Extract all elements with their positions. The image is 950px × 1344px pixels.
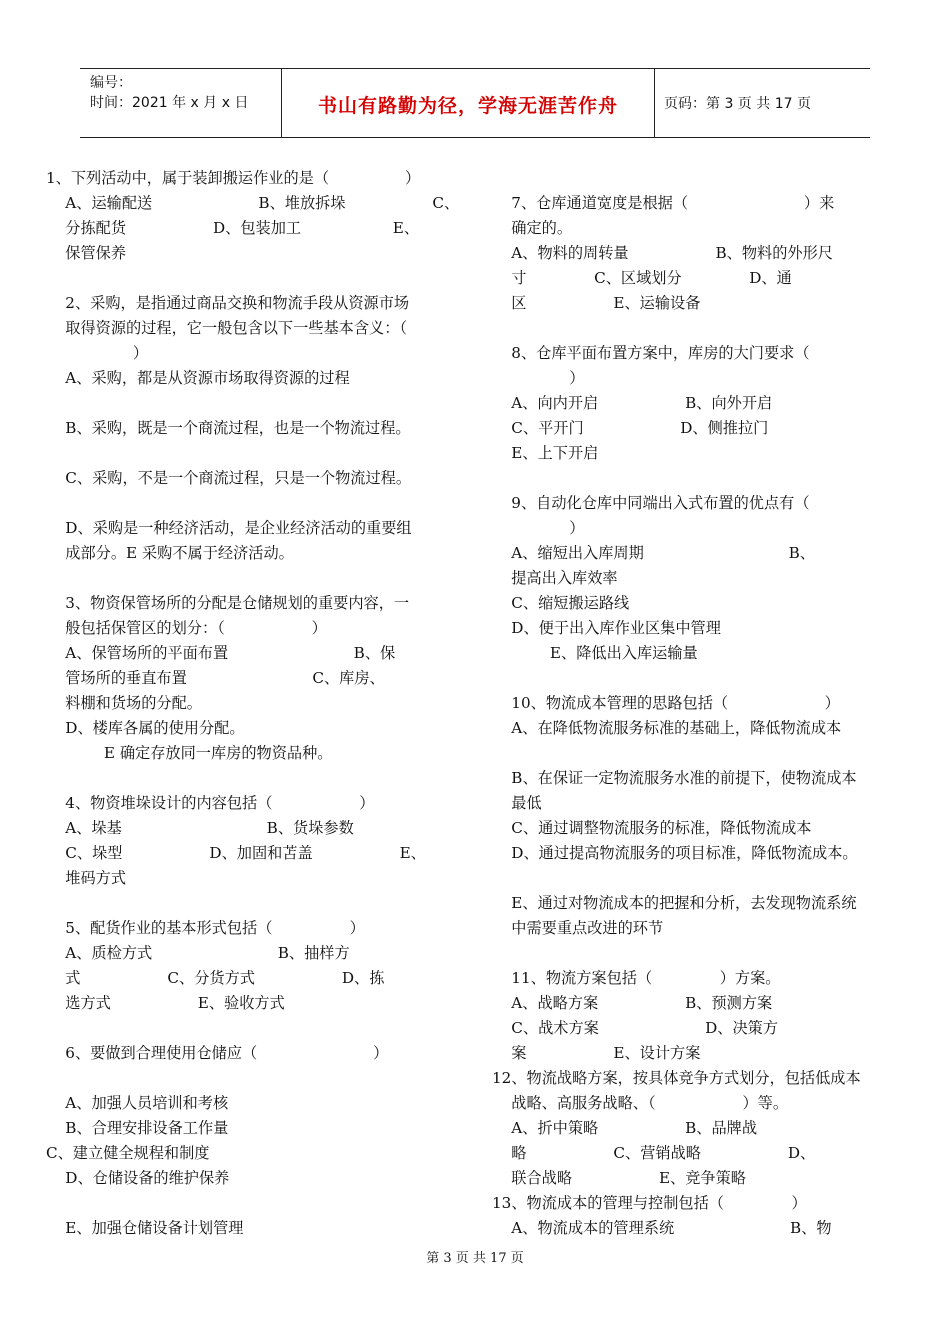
text-line: 取得资源的过程，它一般包含以下一些基本含义：（ bbox=[46, 319, 408, 337]
text-line: B、采购，既是一个商流过程，也是一个物流过程。 bbox=[46, 419, 411, 437]
text-line: 料棚和货场的分配。 bbox=[46, 694, 202, 712]
text-line: 12、物流战略方案，按具体竞争方式划分，包括低成本 bbox=[492, 1069, 861, 1087]
text-line: A、折中策略 B、品牌战 bbox=[492, 1119, 758, 1137]
text-line: A、物料的周转量 B、物料的外形尺 bbox=[492, 244, 833, 262]
text-line: 9、自动化仓库中同端出入式布置的优点有（ bbox=[492, 494, 810, 512]
text-line: 6、要做到合理使用仓储应（ ） bbox=[46, 1044, 389, 1062]
blank-line bbox=[46, 441, 458, 466]
text-line: 战略、高服务战略、（ ）等。 bbox=[492, 1094, 789, 1112]
motto: 书山有路勤为径，学海无涯苦作舟 bbox=[317, 95, 618, 117]
text-line: E、上下开启 bbox=[492, 444, 599, 462]
blank-line bbox=[492, 941, 906, 966]
text-line: A、缩短出入库周期 B、 bbox=[492, 544, 815, 562]
page-header bbox=[80, 68, 870, 138]
text-line: C、通过调整物流服务的标准，降低物流成本 bbox=[492, 819, 812, 837]
text-line: 保管保养 bbox=[46, 244, 127, 262]
blank-line bbox=[46, 391, 458, 416]
blank-line bbox=[46, 891, 458, 916]
text-line: C、垛型 D、加固和苫盖 E、 bbox=[46, 844, 426, 862]
text-line: E、通过对物流成本的把握和分析，去发现物流系统 bbox=[492, 894, 857, 912]
text-line: 中需要重点改进的环节 bbox=[492, 919, 664, 937]
blank-line bbox=[492, 741, 906, 766]
blank-line bbox=[492, 466, 906, 491]
text-line: E、加强仓储设备计划管理 bbox=[46, 1219, 244, 1237]
text-line: 堆码方式 bbox=[46, 869, 127, 887]
blank-line bbox=[46, 1016, 458, 1041]
text-line: ） bbox=[492, 519, 585, 537]
header-meta bbox=[90, 73, 248, 113]
text-line: A、加强人员培训和考核 bbox=[46, 1094, 229, 1112]
text-line: A、质检方式 B、抽样方 bbox=[46, 944, 350, 962]
blank-line bbox=[492, 866, 906, 891]
time-label: 时间：2021 年 x 月 x 日 bbox=[90, 95, 249, 111]
text-line: E 确定存放同一库房的物资品种。 bbox=[46, 744, 333, 762]
page-footer: 第 3 页 共 17 页 bbox=[426, 1251, 524, 1266]
blank-line bbox=[46, 266, 458, 291]
text-line: 式 C、分货方式 D、拣 bbox=[46, 969, 385, 987]
text-line: B、在保证一定物流服务水准的前提下，使物流成本 bbox=[492, 769, 857, 787]
left-column bbox=[46, 166, 458, 1241]
text-line: 5、配货作业的基本形式包括（ ） bbox=[46, 919, 365, 937]
text-line: D、仓储设备的维护保养 bbox=[46, 1169, 230, 1187]
text-line: 3、物资保管场所的分配是仓储规划的重要内容，一 bbox=[46, 594, 410, 612]
text-line: 13、物流成本的管理与控制包括（ ） bbox=[492, 1194, 807, 1212]
blank-line bbox=[46, 1066, 458, 1091]
text-line: D、便于出入库作业区集中管理 bbox=[492, 619, 721, 637]
text-line: 分拣配货 D、包装加工 E、 bbox=[46, 219, 420, 237]
text-line: D、采购是一种经济活动，是企业经济活动的重要组 bbox=[46, 519, 412, 537]
text-line: C、平开门 D、侧推拉门 bbox=[492, 419, 769, 437]
text-line: B、合理安排设备工作量 bbox=[46, 1119, 229, 1137]
text-line: 管场所的垂直布置 C、库房、 bbox=[46, 669, 385, 687]
text-line: 10、物流成本管理的思路包括（ ） bbox=[492, 694, 840, 712]
text-line: 2、采购，是指通过商品交换和物流手段从资源市场 bbox=[46, 294, 410, 312]
text-line: 提高出入库效率 bbox=[492, 569, 618, 587]
text-line: 成部分。E 采购不属于经济活动。 bbox=[46, 544, 294, 562]
text-line: C、战术方案 D、决策方 bbox=[492, 1019, 779, 1037]
blank-line bbox=[46, 491, 458, 516]
text-line: 略 C、营销战略 D、 bbox=[492, 1144, 816, 1162]
text-line: C、缩短搬运路线 bbox=[492, 594, 630, 612]
text-line: A、物流成本的管理系统 B、物 bbox=[492, 1219, 832, 1237]
text-line: 4、物资堆垛设计的内容包括（ ） bbox=[46, 794, 375, 812]
text-line: 1、下列活动中，属于装卸搬运作业的是（ ） bbox=[46, 169, 421, 187]
text-line: 寸 C、区域划分 D、通 bbox=[492, 269, 792, 287]
text-line: A、战略方案 B、预测方案 bbox=[492, 994, 773, 1012]
text-line: C、建立健全规程和制度 bbox=[46, 1144, 210, 1162]
right-column bbox=[492, 191, 906, 1241]
text-line: E、降低出入库运输量 bbox=[492, 644, 698, 662]
text-line: 联合战略 E、竞争策略 bbox=[492, 1169, 746, 1187]
text-line: 7、仓库通道宽度是根据（ ）来 bbox=[492, 194, 835, 212]
blank-line bbox=[46, 1191, 458, 1216]
text-line: D、通过提高物流服务的项目标准，降低物流成本。 bbox=[492, 844, 858, 862]
text-line: ） bbox=[46, 344, 149, 362]
text-line: A、采购，都是从资源市场取得资源的过程 bbox=[46, 369, 350, 387]
text-line: ） bbox=[492, 369, 585, 387]
text-line: C、采购，不是一个商流过程，只是一个物流过程。 bbox=[46, 469, 412, 487]
text-line: A、运输配送 B、堆放拆垛 C、 bbox=[46, 194, 460, 212]
header-divider bbox=[654, 69, 655, 137]
text-line: 最低 bbox=[492, 794, 542, 812]
text-line: 般包括保管区的划分：（ ） bbox=[46, 619, 327, 637]
page-info: 页码：第 3 页 共 17 页 bbox=[664, 96, 811, 112]
text-line: 确定的。 bbox=[492, 219, 573, 237]
text-line: 8、仓库平面布置方案中，库房的大门要求（ bbox=[492, 344, 810, 362]
text-line: 11、物流方案包括（ ）方案。 bbox=[492, 969, 781, 987]
text-line: A、向内开启 B、向外开启 bbox=[492, 394, 773, 412]
text-line: A、在降低物流服务标准的基础上，降低物流成本 bbox=[492, 719, 842, 737]
text-line: A、保管场所的平面布置 B、保 bbox=[46, 644, 396, 662]
blank-line bbox=[46, 766, 458, 791]
text-line: 区 E、运输设备 bbox=[492, 294, 701, 312]
text-line: A、垛基 B、货垛参数 bbox=[46, 819, 354, 837]
text-line: 选方式 E、验收方式 bbox=[46, 994, 285, 1012]
blank-line bbox=[492, 316, 906, 341]
blank-line bbox=[492, 666, 906, 691]
blank-line bbox=[46, 566, 458, 591]
number-label: 编号： bbox=[90, 75, 132, 91]
text-line: D、楼库各属的使用分配。 bbox=[46, 719, 245, 737]
text-line: 案 E、设计方案 bbox=[492, 1044, 701, 1062]
